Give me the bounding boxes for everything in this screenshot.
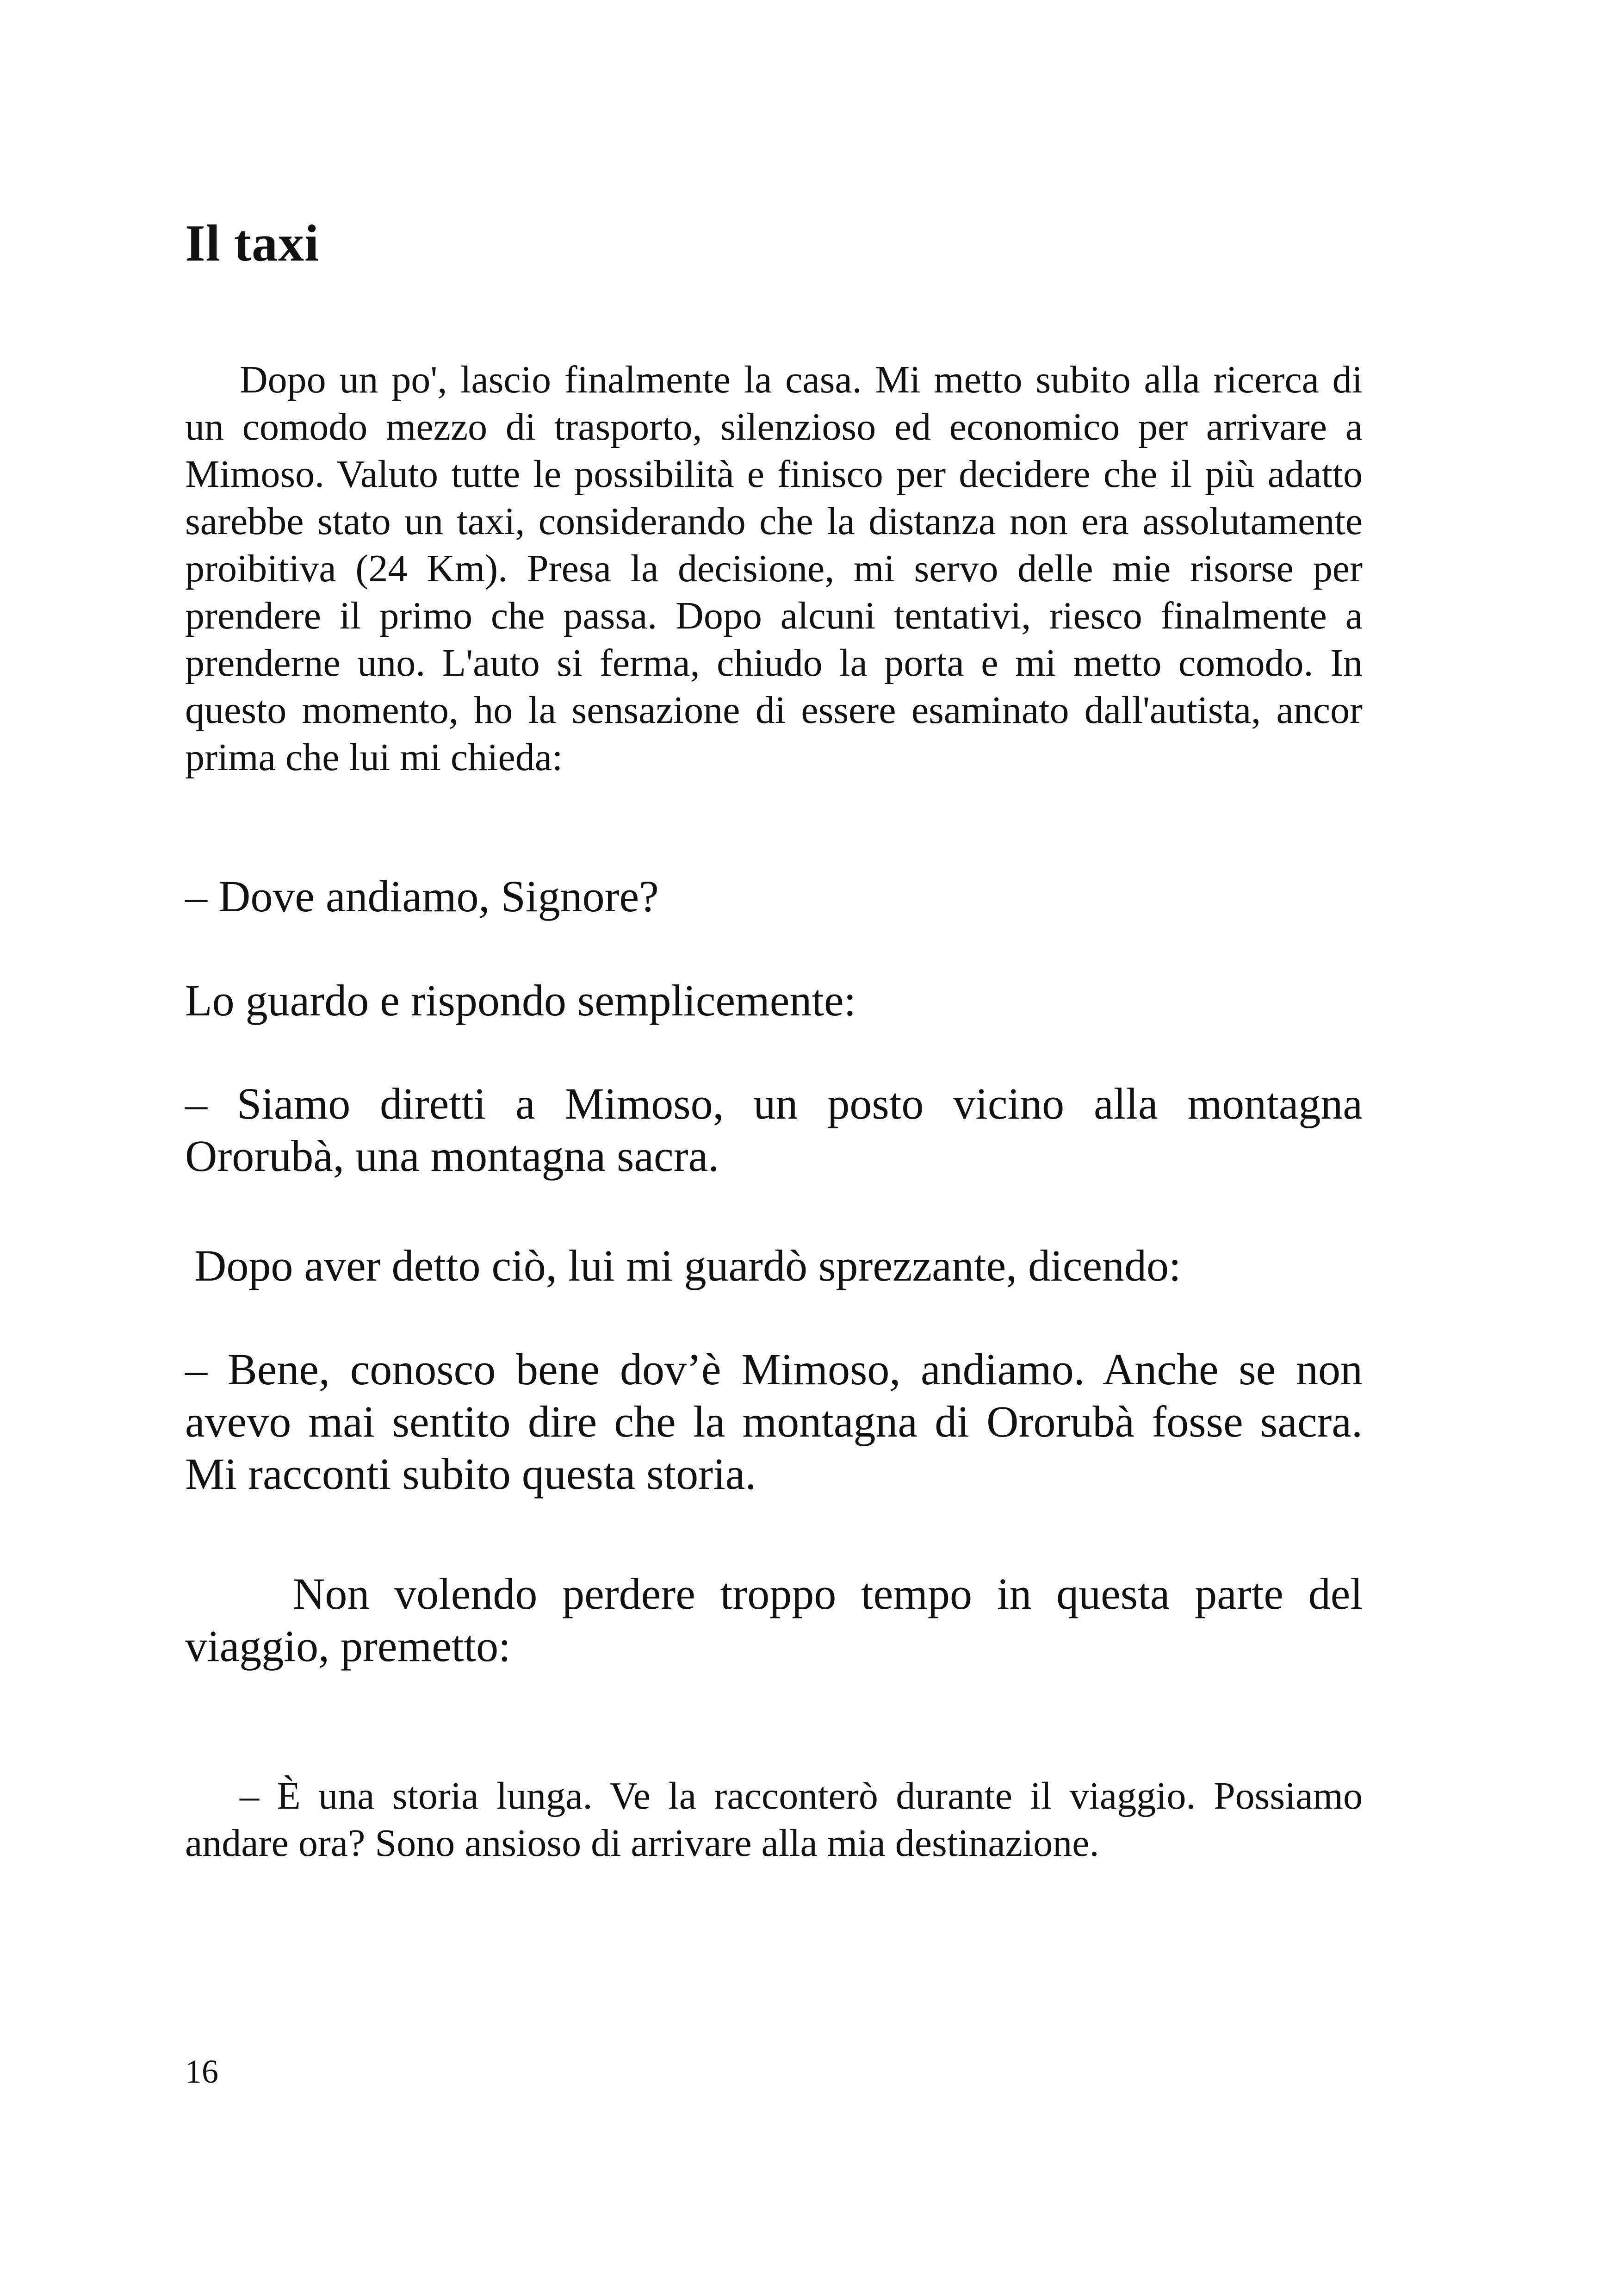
passenger-answer: – Siamo diretti a Mimoso, un posto vicino alla montagna Ororubà, una montagna sacra. xyxy=(185,1079,1363,1181)
narration-premise: Non volendo perdere troppo tempo in questa parte del viaggio, premetto: xyxy=(185,1569,1363,1671)
opening-paragraph: Dopo un po', lascio finalmente la casa. Mi metto subito alla ricerca di un comodo mezzo di trasporto, silenzioso ed economico per arrivare a Mimoso. Valuto tutte le possibilità e finisco per decidere che il più adatto sarebbe stato un taxi, considerando che la distanza non era assolutamente proibitiva (24 Km). Presa la decisione, mi servo delle mie risorse per prendere il primo che passa. Dopo alcuni tentativi, riesco finalmente a prenderne uno. L'auto si ferma, chiudo la porta e mi metto comodo. In questo momento, ho la sensazione di essere esaminato dall'autista, ancor prima che lui mi chieda: xyxy=(185,358,1363,779)
chapter-title: Il taxi xyxy=(185,215,320,272)
page-number: 16 xyxy=(185,2053,218,2090)
driver-reply: – Bene, conosco bene dov’è Mimoso, andiamo. Anche se non avevo mai sentito dire che la montagna di Ororubà fosse sacra. Mi racconti subito questa storia. xyxy=(185,1344,1363,1499)
narration-reply: Lo guardo e rispondo semplicemente: xyxy=(185,976,856,1025)
narration-reaction: Dopo aver detto ciò, lui mi guardò sprezzante, dicendo: xyxy=(194,1241,1181,1290)
passenger-final-line: – È una storia lunga. Ve la racconterò durante il viaggio. Possiamo andare ora? Sono ansioso di arrivare alla mia destinazione. xyxy=(185,1774,1363,1865)
driver-question: – Dove andiamo, Signore? xyxy=(185,871,659,921)
